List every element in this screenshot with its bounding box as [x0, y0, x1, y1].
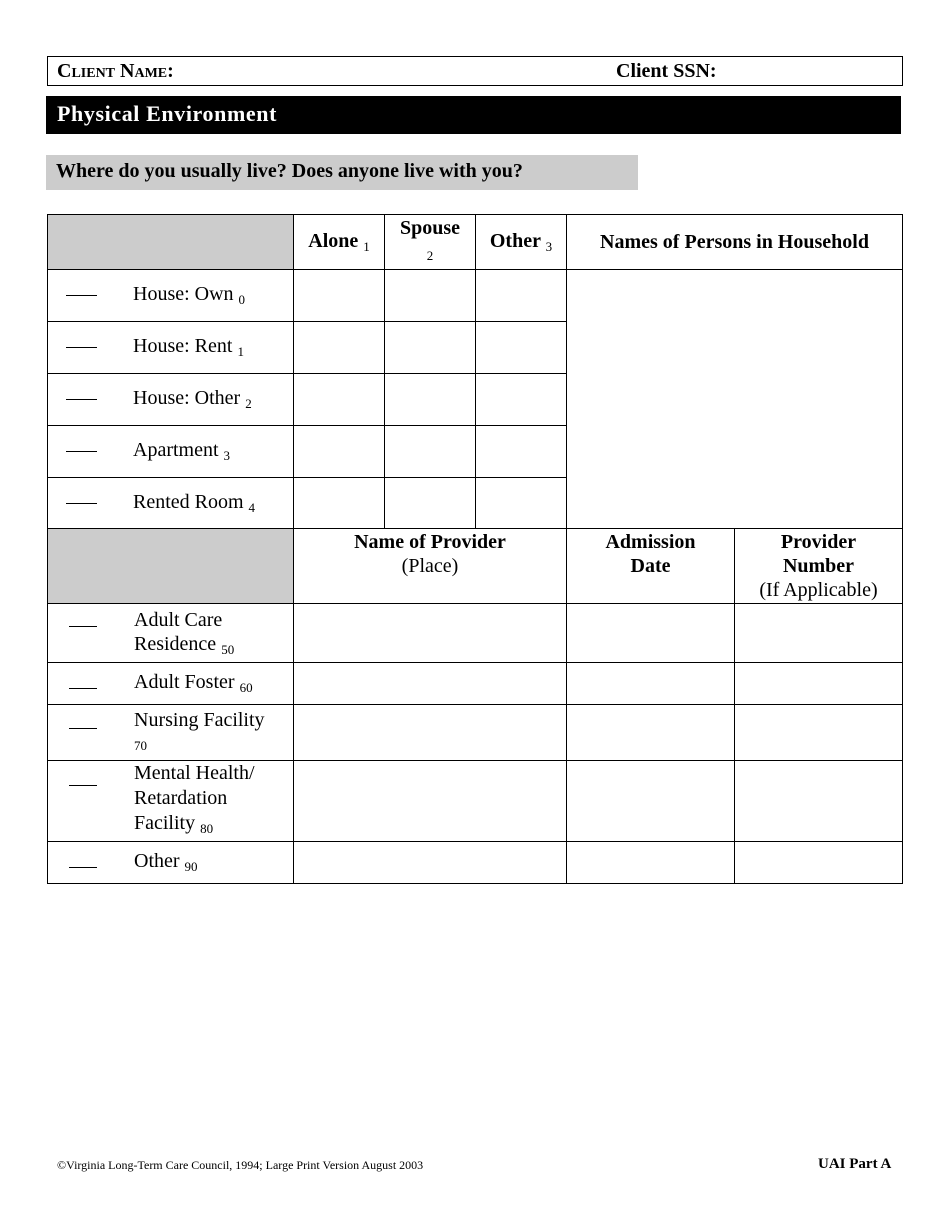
spouse-cell[interactable] [385, 478, 476, 529]
housing-label: Rented Room $_4$ [133, 490, 256, 515]
admission-date-field[interactable] [567, 705, 735, 761]
checkbox-blank[interactable] [69, 688, 97, 689]
housing-row-own [48, 270, 903, 322]
checkbox-blank[interactable] [66, 347, 97, 348]
client-info-bar [47, 56, 903, 86]
housing-option-rent[interactable] [48, 322, 294, 374]
housing-label: House: Other $_2$ [133, 387, 252, 411]
footer-part-label: UAI Part A [818, 1156, 892, 1172]
admission-date-field[interactable] [567, 604, 735, 663]
facility-row-other [48, 842, 903, 884]
provider-name-field[interactable] [294, 842, 567, 884]
admission-date-field[interactable] [567, 842, 735, 884]
checkbox-blank[interactable] [69, 867, 97, 868]
facility-row-adult-foster [48, 663, 903, 705]
provider-name-field[interactable] [294, 663, 567, 705]
alone-cell[interactable] [294, 322, 385, 374]
housing-label: House: Rent $_1$ [133, 335, 244, 359]
facility-option-adult-foster[interactable] [48, 663, 294, 705]
other-cell[interactable] [476, 478, 567, 529]
admission-date-field[interactable] [567, 761, 735, 842]
header-empty-cell [48, 215, 294, 270]
other-cell[interactable] [476, 426, 567, 478]
housing-label: House: Own $_0$ [133, 283, 246, 307]
header-household-names: Names of Persons in Household [567, 215, 903, 270]
checkbox-blank[interactable] [66, 399, 97, 400]
spouse-cell[interactable] [385, 322, 476, 374]
spouse-cell[interactable] [385, 374, 476, 426]
checkbox-blank[interactable] [69, 708, 97, 729]
checkbox-blank[interactable] [66, 451, 97, 452]
provider-name-field[interactable] [294, 761, 567, 842]
alone-cell[interactable] [294, 374, 385, 426]
header-spouse: Spouse 2 [385, 215, 476, 270]
other-cell[interactable] [476, 374, 567, 426]
checkbox-blank[interactable] [66, 503, 97, 504]
housing-option-apartment[interactable] [48, 426, 294, 478]
question-text: Where do you usually live? Does anyone live with you? [56, 160, 523, 182]
provider-number-field[interactable] [735, 604, 903, 663]
header-provider-number: Provider Number (If Applicable) [735, 529, 903, 604]
housing-option-own[interactable] [48, 270, 294, 322]
facility-label: Other $_{90}$ [134, 850, 198, 874]
facility-row-mental-health [48, 761, 903, 842]
provider-name-field[interactable] [294, 604, 567, 663]
facility-option-adult-care[interactable] [48, 604, 294, 663]
alone-cell[interactable] [294, 478, 385, 529]
provider-name-field[interactable] [294, 705, 567, 761]
facility-label: Adult Foster $_{60}$ [134, 671, 253, 695]
other-cell[interactable] [476, 322, 567, 374]
alone-cell[interactable] [294, 270, 385, 322]
provider-number-field[interactable] [735, 663, 903, 705]
checkbox-blank[interactable] [69, 608, 97, 627]
facility-label: Mental Health/ Retardation Facility $_{80}$ [134, 762, 255, 836]
facility-option-other[interactable] [48, 842, 294, 884]
admission-date-field[interactable] [567, 663, 735, 705]
client-ssn-label: Client SSN: [616, 60, 717, 82]
header-alone: Alone $_1$ [294, 215, 385, 270]
section-header [46, 96, 901, 134]
other-cell[interactable] [476, 270, 567, 322]
question-box [46, 155, 638, 190]
provider-header-empty-cell [48, 529, 294, 604]
facility-row-nursing [48, 705, 903, 761]
facility-option-nursing[interactable] [48, 705, 294, 761]
alone-cell[interactable] [294, 426, 385, 478]
housing-option-rented-room[interactable] [48, 478, 294, 529]
housing-option-other[interactable] [48, 374, 294, 426]
living-arrangement-table [47, 214, 903, 884]
provider-number-field[interactable] [735, 761, 903, 842]
header-other: Other $_3$ [476, 215, 567, 270]
spouse-cell[interactable] [385, 426, 476, 478]
client-name-label: Client Name: [57, 60, 174, 82]
checkbox-blank[interactable] [69, 761, 97, 786]
section-title: Physical Environment [57, 101, 278, 126]
housing-label: Apartment $_3$ [133, 439, 231, 463]
header-admission-date: Admission Date [567, 529, 735, 604]
facility-row-adult-care [48, 604, 903, 663]
checkbox-blank[interactable] [66, 295, 97, 296]
spouse-cell[interactable] [385, 270, 476, 322]
footer-copyright: ©Virginia Long-Term Care Council, 1994; Large Print Version August 2003 [57, 1158, 424, 1172]
facility-label: Adult Care Residence $_{50}$ [134, 609, 235, 657]
facility-option-mental-health[interactable] [48, 761, 294, 842]
header-provider-name: Name of Provider (Place) [294, 529, 567, 604]
facility-label: Nursing Facility 70 [134, 709, 265, 753]
provider-number-field[interactable] [735, 705, 903, 761]
household-names-field[interactable] [567, 270, 903, 529]
provider-number-field[interactable] [735, 842, 903, 884]
